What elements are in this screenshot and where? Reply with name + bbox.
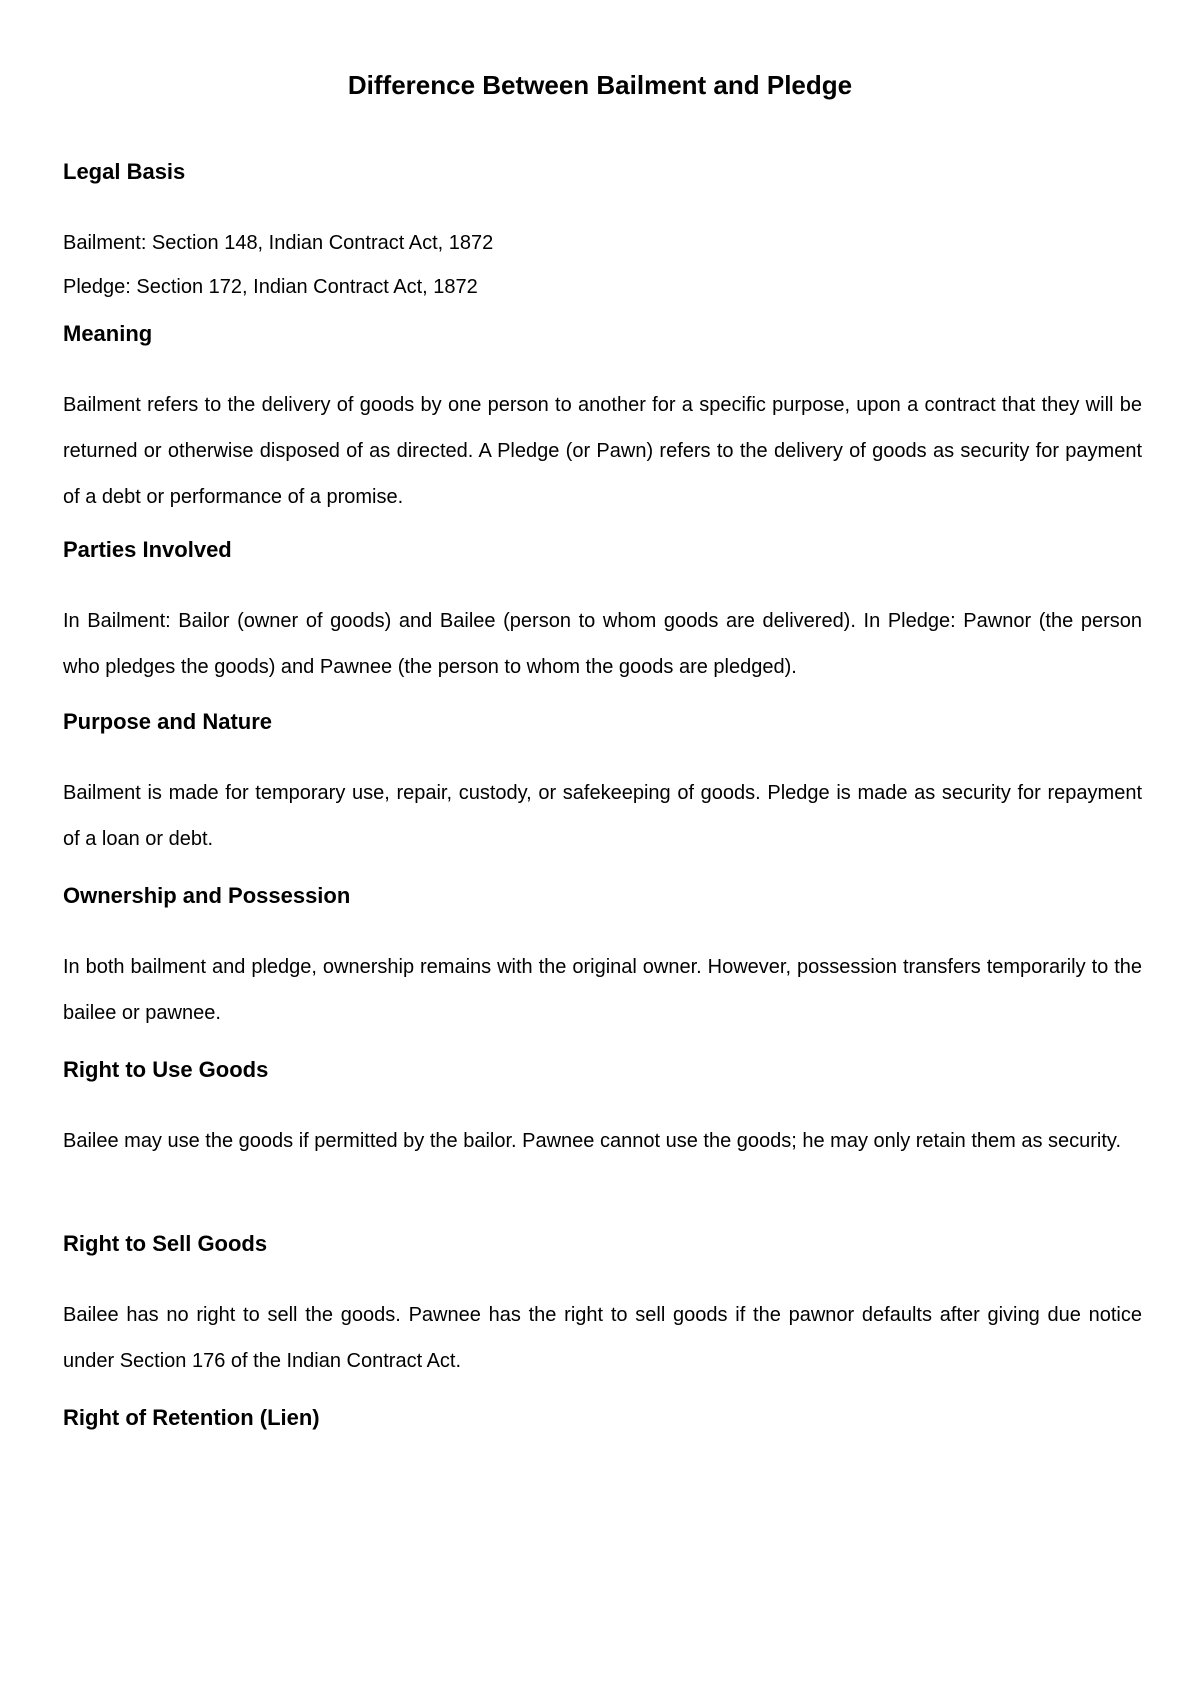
section-body: Bailment is made for temporary use, repair, custody, or safekeeping of goods. Pledge is made as security for repayment of a loan or debt.: [63, 782, 1142, 850]
section-heading: Ownership and Possession: [63, 883, 351, 908]
section-parties-involved: [63, 536, 1142, 690]
section-ownership-and-possession: [63, 882, 1142, 1036]
section-heading: Legal Basis: [63, 159, 186, 184]
section-body: In Bailment: Bailor (owner of goods) and Bailee (person to whom goods are delivered). In Pledge: Pawnor (the person who pledges the goods) and Pawnee (the person to whom the goods are pledged).: [63, 610, 1142, 678]
legal-basis-line-pledge: Pledge: Section 172, Indian Contract Act, 1872: [63, 276, 478, 298]
section-heading: Right of Retention (Lien): [63, 1405, 320, 1430]
legal-basis-line-bailment: Bailment: Section 148, Indian Contract Act, 1872: [63, 232, 494, 254]
section-heading: Purpose and Nature: [63, 709, 273, 734]
section-body: Bailee may use the goods if permitted by the bailor. Pawnee cannot use the goods; he may only retain them as security.: [63, 1130, 1122, 1152]
section-heading: Right to Use Goods: [63, 1057, 269, 1082]
section-right-of-retention: [63, 1404, 1142, 1432]
section-heading: Right to Sell Goods: [63, 1231, 268, 1256]
section-right-to-use-goods: [63, 1056, 1142, 1164]
document-title: Difference Between Bailment and Pledge: [347, 70, 853, 100]
section-purpose-and-nature: [63, 708, 1142, 862]
section-body: Bailee has no right to sell the goods. Pawnee has the right to sell goods if the pawnor defaults after giving due notice under Section 176 of the Indian Contract Act.: [63, 1304, 1142, 1372]
section-legal-basis: [63, 158, 1142, 310]
section-meaning: [63, 320, 1142, 520]
section-right-to-sell-goods: [63, 1230, 1142, 1384]
section-body: In both bailment and pledge, ownership remains with the original owner. However, possession transfers temporarily to the bailee or pawnee.: [63, 956, 1142, 1024]
section-heading: Parties Involved: [63, 537, 232, 562]
section-heading: Meaning: [63, 321, 153, 346]
section-lines: [63, 220, 1142, 310]
section-body: Bailment refers to the delivery of goods by one person to another for a specific purpose, upon a contract that they will be returned or otherwise disposed of as directed. A Pledge (or Pawn) refers to the delivery of goods as security for payment of a debt or performance of a promise.: [63, 394, 1142, 508]
